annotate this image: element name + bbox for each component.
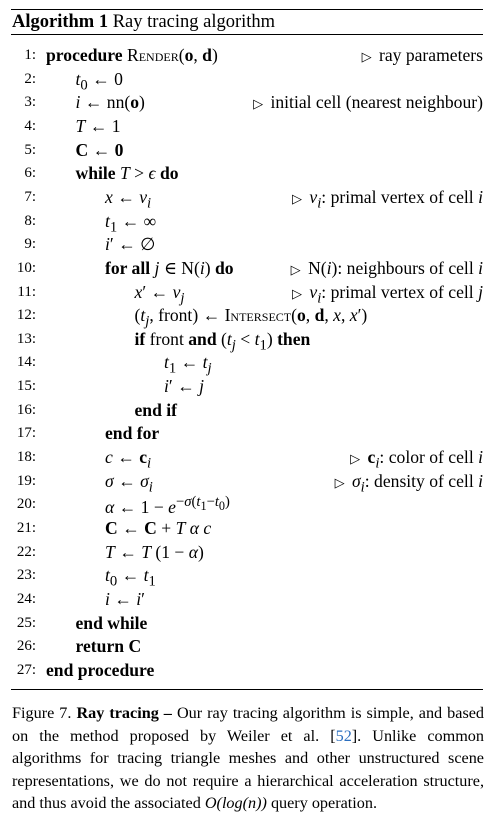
line-comment: ▷ $v_i$: primal vertex of cell i xyxy=(291,186,483,212)
algorithm-line xyxy=(11,281,483,305)
algorithm-line xyxy=(11,304,483,328)
algorithm-line xyxy=(11,517,483,541)
algorithm-line xyxy=(11,328,483,352)
line-code: i ← nn(o) xyxy=(75,92,145,113)
line-number: 4: xyxy=(24,117,36,134)
line-code: $t_1$ ← $t_j$ xyxy=(164,352,212,377)
algorithm-box xyxy=(11,9,483,690)
algorithm-line xyxy=(11,564,483,588)
algorithm-line xyxy=(11,91,483,115)
line-code: x′ ← $v_j$ xyxy=(134,281,185,307)
line-number: 14: xyxy=(16,354,36,371)
algorithm-header xyxy=(11,10,483,34)
line-number: 2: xyxy=(24,70,36,87)
line-code: σ ← $\sigma_i$ xyxy=(105,470,153,496)
algorithm-line xyxy=(11,186,483,210)
algorithm-line xyxy=(11,493,483,517)
line-code: $t_1$ ← ∞ xyxy=(105,210,157,236)
line-code: C ← 0 xyxy=(75,139,124,160)
line-comment: ▷ initial cell (nearest neighbour) xyxy=(253,92,483,113)
algorithm-line xyxy=(11,588,483,612)
line-number: 10: xyxy=(16,259,36,276)
line-comment: ▷ N(i): neighbours of cell i xyxy=(290,257,483,278)
algorithm-line xyxy=(11,139,483,163)
algorithm-line xyxy=(11,659,483,683)
caption-text-3: query operation. xyxy=(266,794,378,813)
line-code: $t_0$ ← 0 xyxy=(75,68,123,94)
line-number: 5: xyxy=(24,141,36,158)
line-number: 9: xyxy=(24,236,36,253)
line-code: T ← T (1 − α) xyxy=(105,541,204,562)
algorithm-line xyxy=(11,210,483,234)
line-code: c ← $c_i$ xyxy=(105,447,152,472)
line-comment: ▷ ray parameters xyxy=(361,45,483,65)
bottom-rule xyxy=(11,689,483,690)
line-number: 20: xyxy=(16,496,36,513)
line-code: x ← $v_i$ xyxy=(105,186,152,212)
line-comment: ▷ $v_i$: primal vertex of cell j xyxy=(291,281,483,307)
line-number: 18: xyxy=(16,449,36,466)
line-number: 26: xyxy=(16,638,36,655)
algorithm-line xyxy=(11,612,483,636)
algorithm-line xyxy=(11,68,483,92)
line-number: 11: xyxy=(17,283,36,300)
algorithm-label: Algorithm 1 xyxy=(12,12,109,32)
line-comment: ▷ $\sigma_i$: density of cell i xyxy=(334,470,483,496)
line-number: 25: xyxy=(16,614,36,631)
algorithm-line xyxy=(11,257,483,281)
line-code: i ← i′ xyxy=(105,588,146,609)
algorithm-line xyxy=(11,470,483,494)
caption-label: Figure 7. xyxy=(12,704,72,722)
algorithm-line xyxy=(11,446,483,470)
algorithm-line xyxy=(11,162,483,186)
line-code: if front and $(t_j < t_1)$ then xyxy=(134,328,311,354)
line-number: 21: xyxy=(16,520,36,536)
line-number: 17: xyxy=(16,425,36,442)
line-number: 8: xyxy=(24,212,36,229)
line-number: 3: xyxy=(24,94,36,111)
line-code: ($t_j$, front) ← Intersect(o, d, x, x′) xyxy=(134,305,368,330)
line-number: 16: xyxy=(16,401,36,418)
algorithm-line xyxy=(11,233,483,257)
figure-caption xyxy=(12,702,484,815)
line-number: 24: xyxy=(16,590,36,607)
line-number: 1: xyxy=(24,47,36,63)
line-code: C ← C + T α c xyxy=(105,518,212,538)
line-code: end while xyxy=(75,612,148,633)
algorithm-line xyxy=(11,375,483,399)
line-number: 6: xyxy=(24,165,36,182)
algorithm-line xyxy=(11,635,483,659)
caption-title: Ray tracing – xyxy=(76,704,172,722)
caption-text-1: Our ray tracing algorithm is simple, and based on the method proposed by Weiler et al. [ xyxy=(12,704,485,745)
algorithm-line xyxy=(11,399,483,423)
line-code: i′ ← ∅ xyxy=(105,234,156,255)
line-number: 12: xyxy=(16,307,36,324)
algorithm-line xyxy=(11,351,483,375)
line-code: T ← 1 xyxy=(75,115,121,136)
line-number: 27: xyxy=(16,661,36,678)
line-number: 22: xyxy=(16,543,36,560)
line-number: 13: xyxy=(16,330,36,347)
line-number: 23: xyxy=(16,567,36,584)
line-code: end for xyxy=(105,423,160,444)
line-code: end if xyxy=(134,399,178,420)
line-code: procedure Render(o, d) xyxy=(46,45,218,65)
line-code: $t_0$ ← $t_1$ xyxy=(105,565,156,590)
line-code: while T > ϵ do xyxy=(75,163,179,184)
algorithm-line xyxy=(11,422,483,446)
line-code: return C xyxy=(75,636,142,657)
line-number: 15: xyxy=(16,378,36,395)
algorithm-line xyxy=(11,115,483,139)
citation-link[interactable]: 52 xyxy=(335,726,352,745)
algorithm-line xyxy=(11,44,483,68)
line-comment: ▷ $c_i$: color of cell i xyxy=(350,447,483,472)
algorithm-title: Ray tracing algorithm xyxy=(112,12,276,32)
algorithm-line xyxy=(11,541,483,565)
line-number: 7: xyxy=(24,188,36,205)
line-number: 19: xyxy=(16,472,36,489)
algorithm-lines xyxy=(11,35,483,689)
line-code: α ← $1 - e^{-\sigma(t_1-t_0)}$ xyxy=(105,494,230,518)
line-code: for all j ∈ N(i) do xyxy=(105,257,234,278)
line-code: i′ ← j xyxy=(164,376,205,397)
complexity-expression: O(log(n)) xyxy=(204,794,267,813)
caption-text-2: ]. Unlike common algorithms for tracing triangle meshes and other unstructured scene representations, we do not require a hierarchical acceleration structure, and thus avoid the associated xyxy=(12,726,484,813)
line-code: end procedure xyxy=(46,659,155,680)
